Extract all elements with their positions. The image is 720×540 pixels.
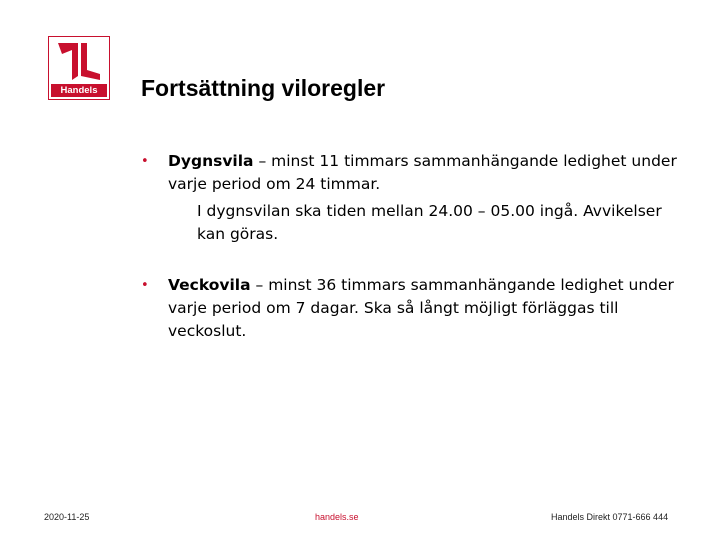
bullet-icon: • bbox=[141, 154, 149, 169]
bullet-text: – minst 11 timmars sammanhängande ledighet under varje period om 24 timmar. bbox=[168, 152, 677, 193]
bullet-term: Dygnsvila bbox=[168, 152, 254, 170]
bullet-veckovila bbox=[141, 274, 681, 343]
footer-contact: Handels Direkt 0771-666 444 bbox=[551, 512, 669, 522]
handels-logo bbox=[48, 36, 110, 100]
bullet-text: – minst 36 timmars sammanhängande ledighet under varje period om 7 dagar. Ska så långt möjligt förläggas till veckoslut. bbox=[168, 276, 674, 340]
bullet-icon: • bbox=[141, 278, 149, 293]
logo-wordmark: Handels bbox=[60, 85, 98, 96]
slide-body bbox=[141, 150, 681, 343]
slide-title: Fortsättning viloregler bbox=[141, 75, 386, 101]
footer-website[interactable]: handels.se bbox=[315, 512, 359, 522]
bullet-note: I dygnsvilan ska tiden mellan 24.00 – 05.00 ingå. Avvikelser kan göras. bbox=[197, 202, 662, 243]
bullet-dygnsvila bbox=[141, 150, 681, 246]
bullet-term: Veckovila bbox=[168, 276, 251, 294]
footer-date: 2020-11-25 bbox=[44, 512, 90, 522]
